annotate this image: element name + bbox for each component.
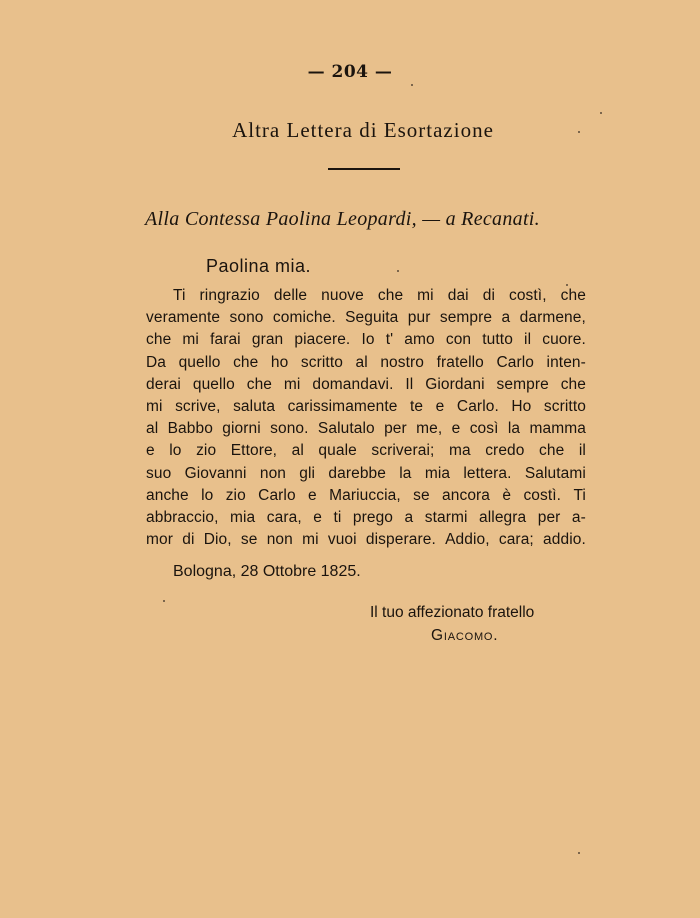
body-word: abbraccio, <box>146 509 219 526</box>
body-word: scritto <box>300 353 343 371</box>
body-word: fratello <box>436 353 484 371</box>
body-word: Mariuccia, <box>329 486 401 504</box>
body-word: Giovanni <box>184 464 247 482</box>
body-word: delle <box>273 287 308 304</box>
body-word: al <box>146 420 159 438</box>
body-word: starmi <box>424 509 468 526</box>
page-number: — 204 — <box>307 62 393 82</box>
body-word: tutto <box>482 331 513 349</box>
body-word: e <box>308 486 317 504</box>
body-word: ho <box>270 353 289 371</box>
salutation: Paolina mia. <box>206 256 312 276</box>
body-word: domandavi. <box>312 375 394 393</box>
body-word: quale <box>318 442 357 460</box>
body-word: Salutami <box>524 464 586 482</box>
body-word: per <box>537 509 561 526</box>
body-word: saluta <box>233 398 276 415</box>
body-word: inten- <box>546 353 586 371</box>
body-line <box>146 465 586 487</box>
body-word: nuove <box>321 287 364 304</box>
body-word: scriverai; <box>371 442 435 460</box>
body-word: al <box>291 442 304 460</box>
body-word: zio <box>225 486 246 504</box>
body-word: piacere. <box>294 331 351 349</box>
body-word: che <box>246 375 273 393</box>
body-word: Carlo <box>496 353 534 371</box>
heading-rule <box>328 168 400 170</box>
letter-date: Bologna, 28 Ottobre 1825. <box>173 563 361 580</box>
body-line <box>146 376 586 398</box>
body-line <box>146 442 586 464</box>
body-word: Carlo <box>258 486 296 504</box>
body-line <box>146 398 586 420</box>
body-word: il <box>524 331 532 349</box>
body-word: comiche. <box>272 309 336 327</box>
body-word: giorni <box>222 420 261 438</box>
body-word: ringrazio <box>199 287 260 304</box>
body-word: Babbo <box>167 420 213 438</box>
body-word: a <box>404 509 414 526</box>
body-word: suo <box>146 464 172 482</box>
body-word: mia <box>230 509 256 526</box>
body-word: che <box>539 442 565 460</box>
body-word: Giordani <box>425 375 485 393</box>
body-word: farai <box>210 331 241 349</box>
body-word: e <box>451 420 461 438</box>
body-word: costì, <box>508 287 547 304</box>
paper-speck <box>578 852 580 854</box>
body-word: Io <box>361 331 375 349</box>
body-word: Ettore, <box>230 442 278 460</box>
body-word: se <box>413 486 430 504</box>
body-line <box>146 420 586 442</box>
body-word: Addio, <box>445 531 490 549</box>
body-word: te <box>410 398 424 415</box>
body-word: zio <box>196 442 217 460</box>
body-word: Ti <box>573 486 586 504</box>
paper-speck <box>566 284 568 286</box>
body-line <box>146 487 586 509</box>
body-word: mi <box>146 398 163 415</box>
body-word: che <box>233 353 259 371</box>
body-word: lo <box>201 486 214 504</box>
letter-closing: Il tuo affezionato fratello <box>370 604 535 621</box>
body-word: così <box>469 420 499 438</box>
body-word: il <box>578 442 586 460</box>
body-word: che <box>377 287 404 304</box>
body-word: gli <box>299 464 316 482</box>
body-word: disperare. <box>365 531 436 549</box>
body-word: veramente <box>146 309 221 327</box>
body-word: e <box>313 509 322 526</box>
body-word: amo <box>404 331 435 349</box>
body-word: darebbe <box>328 464 386 482</box>
body-word: mor <box>146 531 173 549</box>
body-word: mamma <box>529 420 586 438</box>
body-word: ancora <box>442 486 491 504</box>
body-word: mi <box>182 331 199 349</box>
body-word: cara, <box>266 509 302 526</box>
body-line <box>146 531 586 553</box>
body-word: la <box>507 420 521 438</box>
body-word: lo <box>169 442 182 460</box>
body-word: darmene, <box>519 309 586 327</box>
body-word: Ti <box>173 287 186 304</box>
body-word: sono <box>229 309 264 327</box>
body-word: Il <box>405 375 414 393</box>
body-word: sempre <box>496 375 549 393</box>
body-word: nostro <box>380 353 425 371</box>
paper-speck <box>600 112 602 114</box>
body-word: cuore. <box>542 331 586 349</box>
body-word: Seguita <box>345 309 399 327</box>
paper-speck <box>578 131 580 133</box>
body-word: me, <box>416 420 443 438</box>
body-word: di <box>182 531 195 549</box>
body-word: mi <box>302 531 319 549</box>
body-word: t' <box>385 331 394 349</box>
body-word: Ho <box>511 398 532 415</box>
body-word: carissimamente <box>287 398 398 415</box>
body-word: cara; <box>498 531 534 549</box>
body-line <box>146 509 586 531</box>
body-word: e <box>435 398 445 415</box>
body-word: dai <box>447 287 469 304</box>
body-word: credo <box>485 442 525 460</box>
body-word: a <box>501 309 511 327</box>
paper-speck <box>163 600 165 602</box>
body-word: gran <box>251 331 284 349</box>
body-word: scritto <box>543 398 586 415</box>
body-word: quello <box>192 375 235 393</box>
addressee-line: Alla Contessa Paolina Leopardi, — a Recanati. <box>145 208 540 230</box>
body-word: non <box>266 531 293 549</box>
body-word: che <box>146 331 172 349</box>
body-word: sono. <box>270 420 309 438</box>
body-word: che <box>560 375 586 393</box>
body-word: ma <box>448 442 471 460</box>
paper-speck <box>397 270 399 272</box>
body-word: e <box>146 442 155 460</box>
body-word: lettera. <box>463 464 512 482</box>
body-word: ti <box>333 509 342 526</box>
body-word: pur <box>407 309 431 327</box>
body-word: prego <box>352 509 394 526</box>
body-word: con <box>445 331 472 349</box>
body-word: allegra <box>479 509 527 526</box>
body-word: la <box>399 464 412 482</box>
body-line <box>146 309 586 331</box>
body-word: non <box>259 464 287 482</box>
body-word: Dio, <box>203 531 232 549</box>
body-word: Salutalo <box>317 420 375 438</box>
body-line <box>173 287 586 309</box>
body-word: anche <box>146 486 189 504</box>
body-word: vuoi <box>327 531 357 549</box>
body-word: mia <box>424 464 451 482</box>
body-word: sempre <box>439 309 493 327</box>
body-word: è <box>502 486 512 504</box>
body-word: per <box>384 420 407 438</box>
body-word: quello <box>178 353 221 371</box>
body-word: scrive, <box>175 398 221 415</box>
body-word: al <box>355 353 368 371</box>
body-word: se <box>240 531 258 549</box>
body-word: a- <box>571 509 586 526</box>
letter-heading: Altra Lettera di Esortazione <box>232 118 494 142</box>
body-word: che <box>560 287 586 304</box>
body-line <box>146 354 586 376</box>
body-word: addio. <box>543 531 586 549</box>
body-word: mi <box>417 287 434 304</box>
paper-speck <box>411 84 413 86</box>
body-word: costì. <box>523 486 562 504</box>
body-line <box>146 331 586 353</box>
body-word: Carlo. <box>456 398 499 415</box>
body-word: Da <box>146 353 167 371</box>
body-word: derai <box>146 375 181 393</box>
body-word: di <box>482 287 495 304</box>
letter-signature: Giacomo. <box>431 627 499 644</box>
body-word: mi <box>283 375 301 393</box>
